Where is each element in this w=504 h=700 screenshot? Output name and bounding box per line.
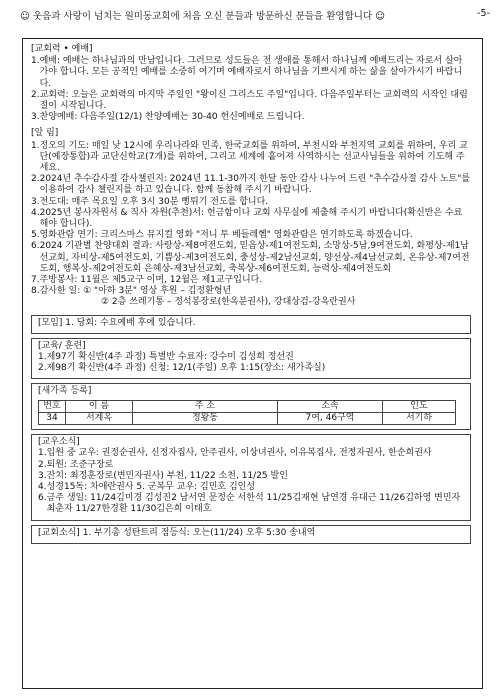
- table-cell: 서계옥: [66, 412, 133, 424]
- church-news-box: [31, 525, 471, 544]
- list-item: 6. 2024 기관별 찬양대회 결과: 사랑상-제8여전도회, 믿음상-제1여전도회, 소망상-5남,9여전도회, 화평상-제1남선교회, 자비상-제5여전도회, 기쁨상-제3여전도회, 충성상-제2남선교회, 양선상-제4남선교회, 온유상-제7여전도회, 행복상-제2여전도회 은혜상-제3남선교회, 축복상-제6여전도회, 능력상-제4여전도회: [31, 241, 470, 274]
- list-item: 5. 영화관람 연기: 크리스마스 뮤지컬 영화 "저니 투 베들레헴" 영화관람은 연기하도록 하겠습니다.: [31, 230, 413, 241]
- newfamily-box: [31, 383, 471, 430]
- list-item: 3. 전도대: 매주 목요일 오후 3시 30분 뻥튀기 전도를 합니다.: [31, 196, 269, 207]
- welcome-text: ☺ 웃음과 사랑이 넘치는 원미동교회에 처음 오신 분들과 방문하신 분들을 환영합니다 ☺: [20, 11, 386, 22]
- table-header-row: [39, 400, 456, 412]
- table-header: 인도: [383, 400, 456, 412]
- notices-section: [31, 128, 471, 308]
- list-item: 2. 제98기 확신반(4주 과정) 신청: 12/1(주일) 오후 1:15(장소: 새가족실): [38, 363, 326, 374]
- list-item: 8. 감사한 일: ① "아하 3분" 영상 후원 – 김정환형년: [31, 286, 232, 297]
- table-header: 이 름: [66, 400, 133, 412]
- church-news-text: 오는(11/24) 오후 5:30 송내역: [189, 527, 316, 538]
- meeting-title: [모임]: [38, 317, 63, 328]
- content: [31, 44, 471, 544]
- page-number: -5-: [477, 8, 490, 19]
- worship-section: [31, 44, 471, 123]
- newfamily-table: [38, 400, 456, 425]
- worship-title: [교회력 • 예배]: [31, 44, 93, 54]
- list-item: 1. 제97기 확신반(4주 과정) 특별반 수료자: 강수미 김성희 정선진: [38, 352, 294, 363]
- list-item: ② 2층 쓰레기통 – 정석봉장로(한옥분권사), 강대상검-강옥란권사: [101, 297, 356, 308]
- meeting-box: [31, 315, 471, 334]
- list-item: 2. 교회력: 오늘은 교회력의 마지막 주일인 "왕이신 그리스도 주일"입니다. 다음주일부터는 교회력의 시작인 대림절이 시작됩니다.: [31, 89, 468, 112]
- list-item: 4. 2025년 봉사자원서 & 직사 자원(추천)서: 헌금함이나 교회 사무실에 제출해 주시기 바랍니다(확신반은 수료해야 합니다).: [31, 207, 463, 230]
- list-item: 2. 퇴원: 조준구장로: [38, 459, 114, 470]
- table-cell: 7여, 46구역: [278, 412, 383, 424]
- list-item: 3. 잔치: 최정훈장로(변민자권사) 부천, 11/22 소천, 11/25 발인: [38, 470, 288, 481]
- list-item: 1. 입원 중 교우: 권정순권사, 신정자집사, 안주권사, 이상녀권사, 이유복집사, 전정자권사, 한순희권사: [38, 448, 432, 459]
- table-cell: 34: [39, 412, 66, 424]
- notices-title: [알 림]: [31, 128, 59, 139]
- list-item: 1. 예배: 예배는 하나님과의 만남입니다. 그러므로 성도들은 전 생애를 통해서 하나님께 예배드리는 자로서 살아가야 합니다. 모든 공적인 예배를 소중히 여기며 예배자로서 하나님을 기쁘시게 하는 삶을 살아가시기 바랍니다.: [31, 56, 463, 89]
- training-box: [31, 338, 471, 380]
- table-header: 주 소: [133, 400, 278, 412]
- church-news-label: 1. 부기총 성탄트리 점등식:: [82, 527, 190, 538]
- table-header: 번호: [39, 400, 66, 412]
- list-item: 2. 2024년 추수감사절 감사챌린지: 2024년 11.1-30까지 한달 동안 감사 나누어 드린 "추수감사절 감사 노트"를 이용하여 감사 챌린지를 하고 있습니다. 함께 동참해 주시기 바랍니다.: [31, 174, 471, 196]
- table-cell: 정왕동: [133, 412, 278, 424]
- list-item: 6. 금주 생일: 11/24김미경 김성진2 남서연 문정순 서한석 11/25김재현 남연경 유대근 11/26김하영 변민자 최춘자 11/27한경환 11/30김은희 이태호: [38, 493, 461, 515]
- news-title: [교우소식]: [38, 437, 80, 448]
- newfamily-title: [새가족 등록]: [38, 386, 92, 397]
- church-news-title: [교회소식]: [38, 527, 80, 538]
- news-box: [31, 434, 471, 520]
- list-item: 4. 성경15독: 차애란권사 5. 군복무 교우: 김민호 김인성: [38, 481, 256, 492]
- meeting-text: 1. 당회: 수요예배 후에 있습니다.: [62, 317, 196, 328]
- list-item: 1. 정오의 기도: 매일 낮 12시에 우리나라와 민족, 한국교회를 위하여, 부천시와 부천지역 교회를 위하여, 우리 교단(예장통합)과 교단신학교(7개)를 위하여, 그리고 세계에 흩어져 사역하시는 선교사님들을 위하여 기도해 주세요.: [31, 140, 468, 174]
- training-title: [교육/ 훈련]: [38, 340, 86, 351]
- table-cell: 서기하: [383, 412, 456, 424]
- table-row: [39, 412, 456, 424]
- list-item: 3. 찬양예배: 다음주일(12/1) 찬양예배는 30-40 헌신예배로 드립니다.: [31, 112, 305, 123]
- table-header: 소속: [278, 400, 383, 412]
- page-header: [20, 8, 490, 22]
- list-item: 7. 주방봉사: 11월은 제5교구 이며, 12월은 제1교구입니다.: [31, 275, 263, 286]
